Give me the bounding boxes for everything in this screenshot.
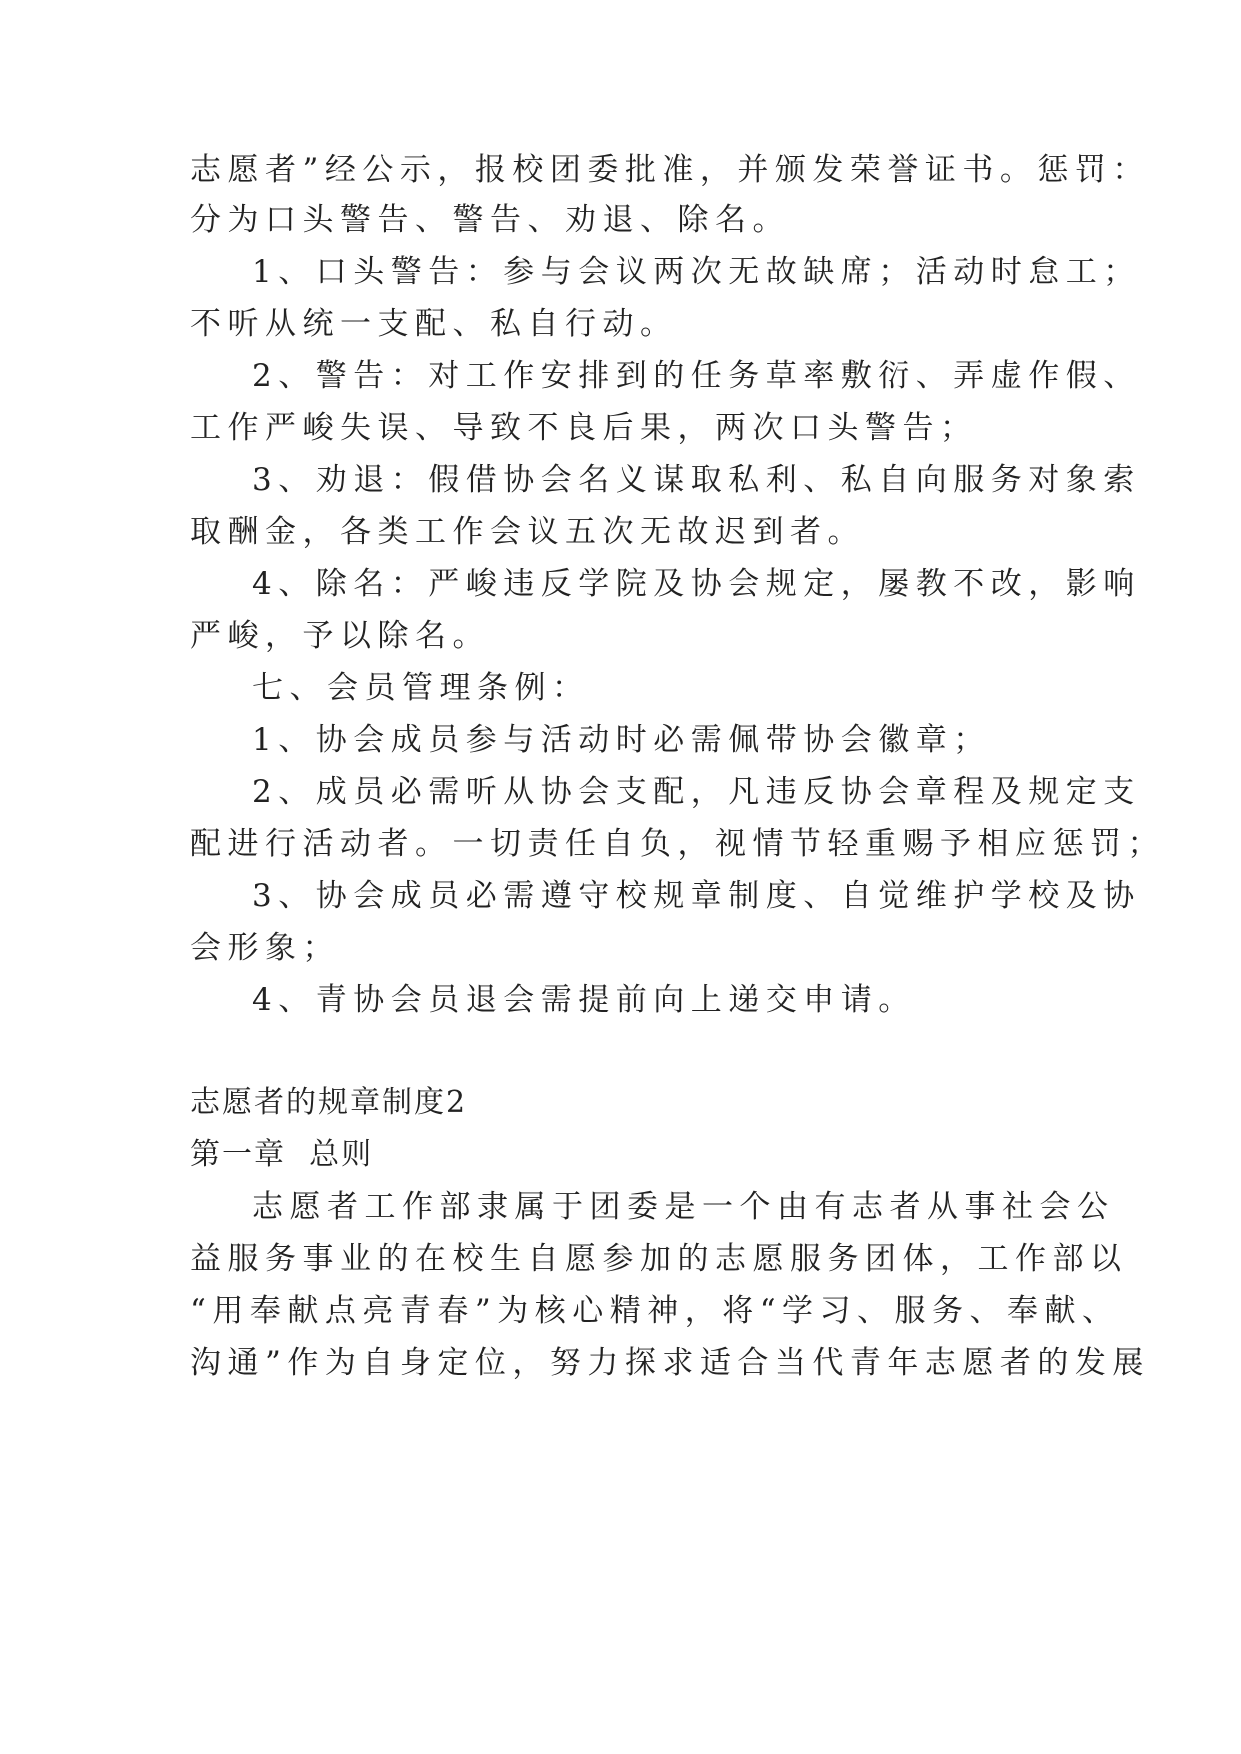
paragraph-line: 会形象；	[190, 930, 340, 966]
paragraph-line: 分为口头警告、警告、劝退、除名。	[190, 202, 790, 238]
paragraph-line: “用奉献点亮青春”为核心精神，将“学习、服务、奉献、	[190, 1293, 1120, 1329]
list-item-line: 3、劝退：假借协会名义谋取私利、私自向服务对象索	[252, 462, 1141, 498]
list-item-line: 4、青协会员退会需提前向上递交申请。	[252, 982, 916, 1018]
paragraph-line: 不听从统一支配、私自行动。	[190, 306, 678, 342]
section-heading-line: 七、会员管理条例：	[252, 670, 590, 706]
chapter-heading: 第一章 总则	[190, 1137, 374, 1172]
list-item-line: 2、警告：对工作安排到的任务草率敷衍、弄虚作假、	[252, 358, 1141, 394]
list-item-line: 1、口头警告：参与会议两次无故缺席；活动时怠工；	[252, 254, 1141, 290]
paragraph-line: 工作严峻失误、导致不良后果，两次口头警告；	[190, 410, 978, 446]
list-item-line: 1、协会成员参与活动时必需佩带协会徽章；	[252, 722, 991, 758]
paragraph-line: 益服务事业的在校生自愿参加的志愿服务团体，工作部以	[190, 1241, 1128, 1277]
paragraph-line: 沟通”作为自身定位，努力探求适合当代青年志愿者的发展	[190, 1345, 1150, 1381]
list-item-line: 2、成员必需听从协会支配，凡违反协会章程及规定支	[252, 774, 1141, 810]
list-item-line: 3、协会成员必需遵守校规章制度、自觉维护学校及协	[252, 878, 1141, 914]
paragraph-line: 志愿者工作部隶属于团委是一个由有志者从事社会公	[252, 1189, 1115, 1225]
paragraph-line: 志愿者”经公示，报校团委批准，并颁发荣誉证书。惩罚：	[190, 152, 1150, 188]
paragraph-line: 配进行活动者。一切责任自负，视情节轻重赐予相应惩罚；	[190, 826, 1165, 862]
list-item-line: 4、除名：严峻违反学院及协会规定，屡教不改，影响	[252, 566, 1141, 602]
paragraph-line: 严峻，予以除名。	[190, 618, 490, 654]
document-title: 志愿者的规章制度2	[190, 1085, 468, 1120]
paragraph-line: 取酬金，各类工作会议五次无故迟到者。	[190, 514, 865, 550]
